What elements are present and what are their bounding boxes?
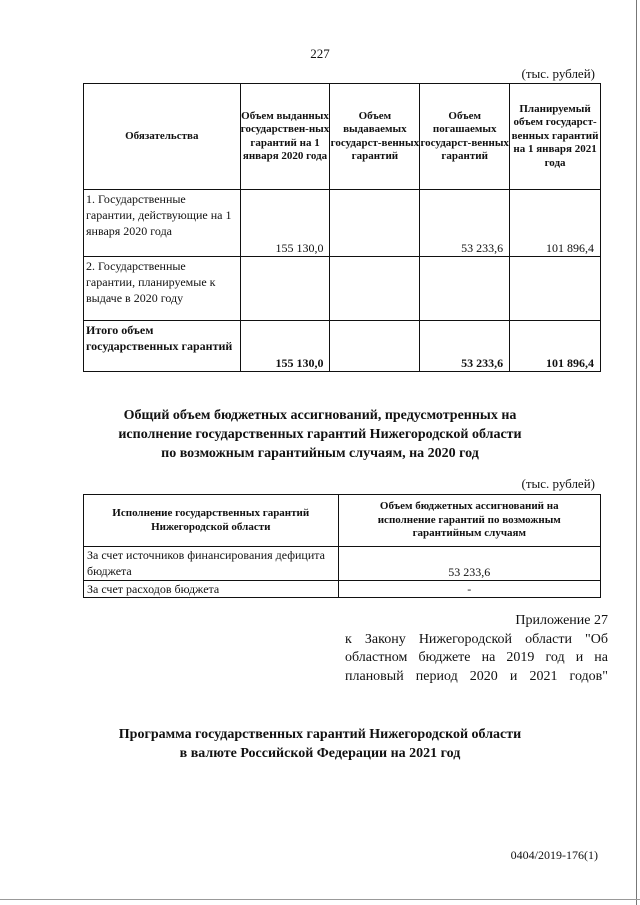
table-row [84,547,601,581]
row-label: 2. Государственные гарантии, планируемые к выдаче в 2020 году [84,257,241,321]
table-header-row [84,495,601,547]
header-planned-volume: Планируемый объем государст-венных гарантий на 1 января 2021 года [510,84,601,190]
page-number: 227 [310,46,330,61]
header-repaid-volume: Объем погашаемых государст-венных гарантий [420,84,510,190]
cell-to-issue [330,190,420,257]
cell-value: - [338,581,600,598]
appendix-block [345,612,608,686]
program-title-line: Программа государственных гарантий Нижегородской области [118,727,522,742]
row-label: За счет расходов бюджета [84,581,339,598]
section2-title: Общий объем бюджетных ассигнований, предусмотренных на исполнение государственных гарантий Нижегородской области по возможным гарантийным случаям, на 2020 год [118,408,522,461]
table1-unit-label: (тыс. рублей) [521,66,595,81]
appendix-line: областном бюджете на 2019 год и на [345,650,608,665]
header-allocation-volume: Объем бюджетных ассигнований на исполнение гарантий по возможным гарантийным случаям [338,495,600,547]
row-label: Итого объем государственных гарантий [84,321,241,372]
row-label: За счет источников финансирования дефицита бюджета [84,547,339,581]
cell-repaid: 53 233,6 [420,190,510,257]
header-obligations: Обязательства [84,84,241,190]
page-bottom-line [0,899,640,900]
table-row [84,190,601,257]
table-row [84,581,601,598]
cell-planned: 101 896,4 [510,321,601,372]
footer-code: 0404/2019-176(1) [510,848,598,862]
table-header-row [84,84,601,190]
cell-to-issue [330,257,420,321]
appendix-title: Приложение 27 [515,613,608,628]
program-title-line: в валюте Российской Федерации на 2021 год [179,746,461,761]
budget-allocations-table [83,494,601,598]
page-edge-line [636,0,637,905]
cell-issued [240,257,330,321]
table2-unit-label: (тыс. рублей) [521,476,595,491]
appendix-line: к Закону Нижегородской области "Об [345,631,608,647]
cell-repaid: 53 233,6 [420,321,510,372]
cell-planned: 101 896,4 [510,190,601,257]
program-title [0,725,640,763]
header-to-issue-volume: Объем выдаваемых государст-венных гарантий [330,84,420,190]
header-guarantee-execution: Исполнение государственных гарантий Нижегородской области [84,495,339,547]
cell-repaid [420,257,510,321]
cell-issued: 155 130,0 [240,321,330,372]
guarantees-table [83,83,601,372]
appendix-line: плановый период 2020 и 2021 годов" [345,668,608,684]
cell-planned [510,257,601,321]
header-issued-volume: Объем выданных государствен-ных гарантий на 1 января 2020 года [240,84,330,190]
table-row [84,257,601,321]
row-label: 1. Государственные гарантии, действующие на 1 января 2020 года [84,190,241,257]
cell-to-issue [330,321,420,372]
cell-issued: 155 130,0 [240,190,330,257]
table-total-row [84,321,601,372]
cell-value: 53 233,6 [338,547,600,581]
